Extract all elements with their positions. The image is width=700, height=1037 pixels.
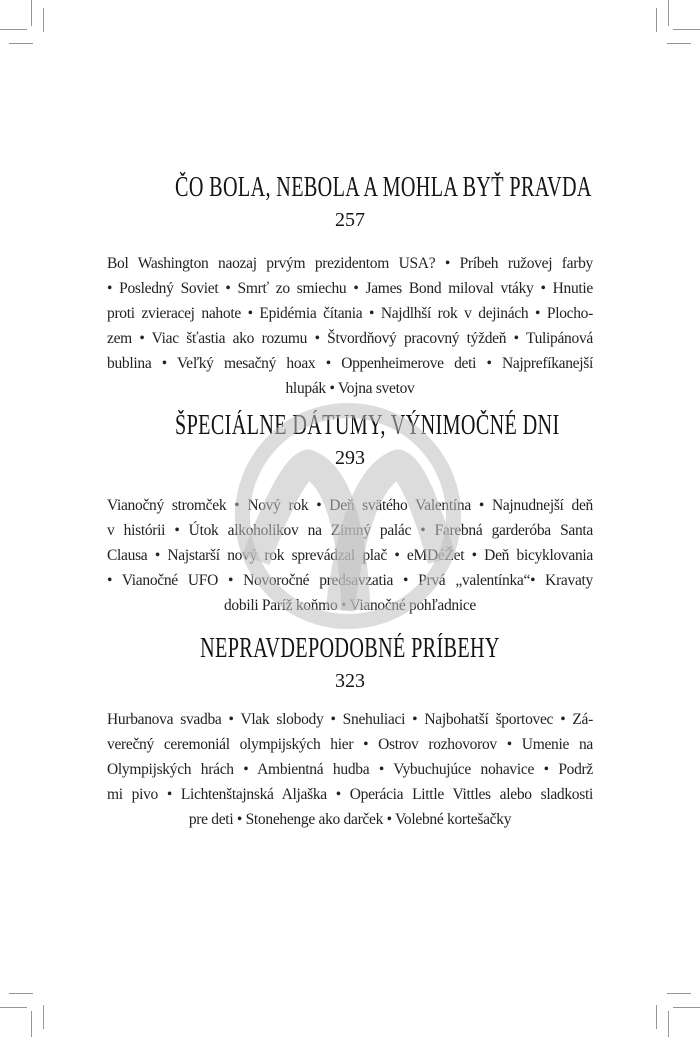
crop-mark bbox=[673, 29, 700, 30]
toc-paragraph bbox=[107, 251, 593, 401]
toc-line: Clausa • Najstarší nový rok sprevádzal plač • eMDéŽet • Deň bicyklovania bbox=[107, 547, 593, 564]
section-page-number: 323 bbox=[335, 670, 365, 692]
section-title: ŠPECIÁLNE DÁTUMY, VÝNIMOČNÉ DNI bbox=[175, 410, 560, 441]
toc-paragraph bbox=[107, 707, 593, 832]
toc-line: proti zvieracej nahote • Epidémia čítania • Najdlhší rok v dejinách • Plocho- bbox=[107, 305, 593, 322]
section-title: ČO BOLA, NEBOLA A MOHLA BYŤ PRAVDA bbox=[175, 172, 592, 203]
crop-mark bbox=[9, 43, 33, 44]
crop-mark bbox=[673, 1007, 700, 1008]
toc-line: • Posledný Soviet • Smrť zo smiechu • James Bond miloval vtáky • Hnutie bbox=[107, 280, 593, 297]
toc-line: Bol Washington naozaj prvým prezidentom USA? • Príbeh ružovej farby bbox=[107, 255, 593, 272]
section-page-number: 257 bbox=[335, 209, 365, 231]
toc-section bbox=[107, 634, 593, 832]
toc-line: mi pivo • Lichtenštajnská Aljaška • Operácia Little Vittles alebo sladkosti bbox=[107, 786, 593, 803]
toc-paragraph bbox=[107, 493, 593, 618]
toc-section bbox=[107, 411, 593, 618]
crop-mark bbox=[9, 993, 33, 994]
crop-mark bbox=[31, 0, 32, 26]
crop-mark bbox=[656, 1005, 657, 1029]
toc-line: v histórii • Útok alkoholikov na Zimný palác • Farebná garderóba Santa bbox=[107, 522, 593, 539]
toc-line: • Vianočné UFO • Novoročné predsavzatia • Prvá „valentínka“• Kravaty bbox=[107, 572, 593, 589]
crop-mark bbox=[0, 1007, 27, 1008]
crop-mark bbox=[667, 993, 691, 994]
toc-line: Olympijských hrách • Ambientná hudba • Vybuchujúce nohavice • Podrž bbox=[107, 761, 593, 778]
toc-line: Hurbanova svadba • Vlak slobody • Snehuliaci • Najbohatší športovec • Zá- bbox=[107, 711, 593, 728]
toc-line: verečný ceremoniál olympijských hier • Ostrov rozhovorov • Umenie na bbox=[107, 736, 593, 753]
crop-mark bbox=[43, 8, 44, 32]
crop-mark bbox=[43, 1005, 44, 1029]
crop-mark bbox=[668, 1011, 669, 1037]
toc-line: pre deti • Stonehenge ako darček • Volebné kortešačky bbox=[188, 811, 512, 828]
toc-line: zem • Viac šťastia ako rozumu • Štvordňový pracovný týždeň • Tulipánová bbox=[107, 330, 593, 347]
section-page-number: 293 bbox=[335, 447, 365, 469]
section-title: NEPRAVDEPODOBNÉ PRÍBEHY bbox=[200, 633, 500, 664]
crop-mark bbox=[0, 29, 27, 30]
toc-section bbox=[107, 173, 593, 401]
crop-mark bbox=[667, 43, 691, 44]
crop-mark bbox=[668, 0, 669, 26]
toc-line: Vianočný stromček • Nový rok • Deň svätého Valentína • Najnudnejší deň bbox=[107, 497, 593, 514]
toc-line: hlupák • Vojna svetov bbox=[285, 380, 415, 397]
crop-mark bbox=[656, 8, 657, 32]
crop-mark bbox=[31, 1011, 32, 1037]
toc-line: dobili Paríž koňmo • Vianočné pohľadnice bbox=[223, 597, 477, 614]
toc-line: bublina • Veľký mesačný hoax • Oppenheimerove deti • Najprefíkanejší bbox=[107, 355, 593, 372]
